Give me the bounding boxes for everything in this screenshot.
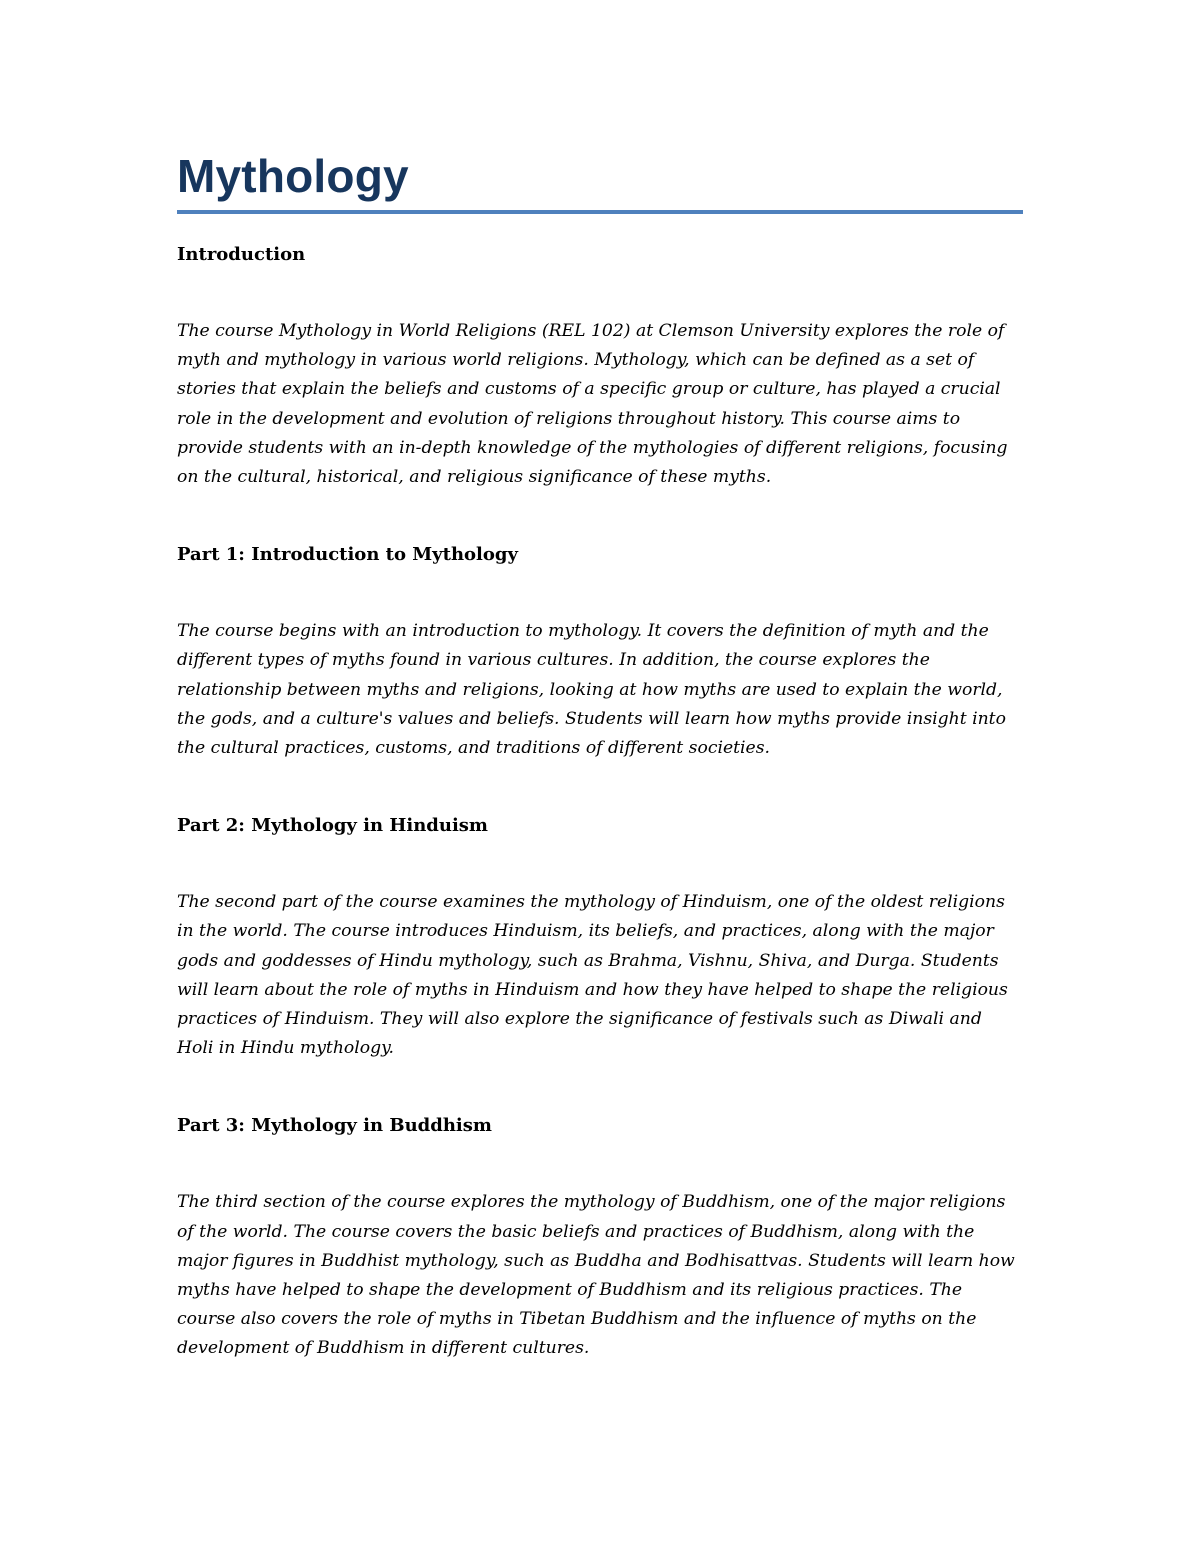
title-underline bbox=[177, 210, 1023, 214]
document-title: Mythology bbox=[177, 150, 409, 202]
section-body-part-1: The course begins with an introduction to mythology. It covers the definition of myth and the different types of myths found in various cultures. In addition, the course explores the relationship between myths and religions, looking at how myths are used to explain the world, the gods, and a culture's values and beliefs. Students will learn how myths provide insight into the cultural practices, customs, and traditions of different societies. bbox=[177, 621, 1006, 759]
section-body-introduction: The course Mythology in World Religions (REL 102) at Clemson University explores the role of myth and mythology in various world religions. Mythology, which can be defined as a set of stories that explain the beliefs and customs of a specific group or culture, has played a crucial role in the development and evolution of religions throughout history. This course aims to provide students with an in-depth knowledge of the mythologies of different religions, focusing on the cultural, historical, and religious significance of these myths. bbox=[177, 321, 1008, 488]
document-content bbox=[177, 146, 1023, 1364]
section-heading-part-1: Part 1: Introduction to Mythology bbox=[177, 544, 518, 566]
section-body-part-2: The second part of the course examines the mythology of Hinduism, one of the oldest religions in the world. The course introduces Hinduism, its beliefs, and practices, along with the major gods and goddesses of Hindu mythology, such as Brahma, Vishnu, Shiva, and Durga. Students will learn about the role of myths in Hinduism and how they have helped to shape the religious practices of Hinduism. They will also explore the significance of festivals such as Diwali and Holi in Hindu mythology. bbox=[177, 892, 1008, 1059]
section-heading-introduction: Introduction bbox=[177, 244, 306, 265]
section-heading-part-2: Part 2: Mythology in Hinduism bbox=[177, 815, 488, 837]
section-heading-part-3: Part 3: Mythology in Buddhism bbox=[177, 1115, 492, 1137]
section-body-part-3: The third section of the course explores the mythology of Buddhism, one of the major religions of the world. The course covers the basic beliefs and practices of Buddhism, along with the major figures in Buddhist mythology, such as Buddha and Bodhisattvas. Students will learn how myths have helped to shape the development of Buddhism and its religious practices. The course also covers the role of myths in Tibetan Buddhism and the influence of myths on the development of Buddhism in different cultures. bbox=[177, 1192, 1015, 1359]
